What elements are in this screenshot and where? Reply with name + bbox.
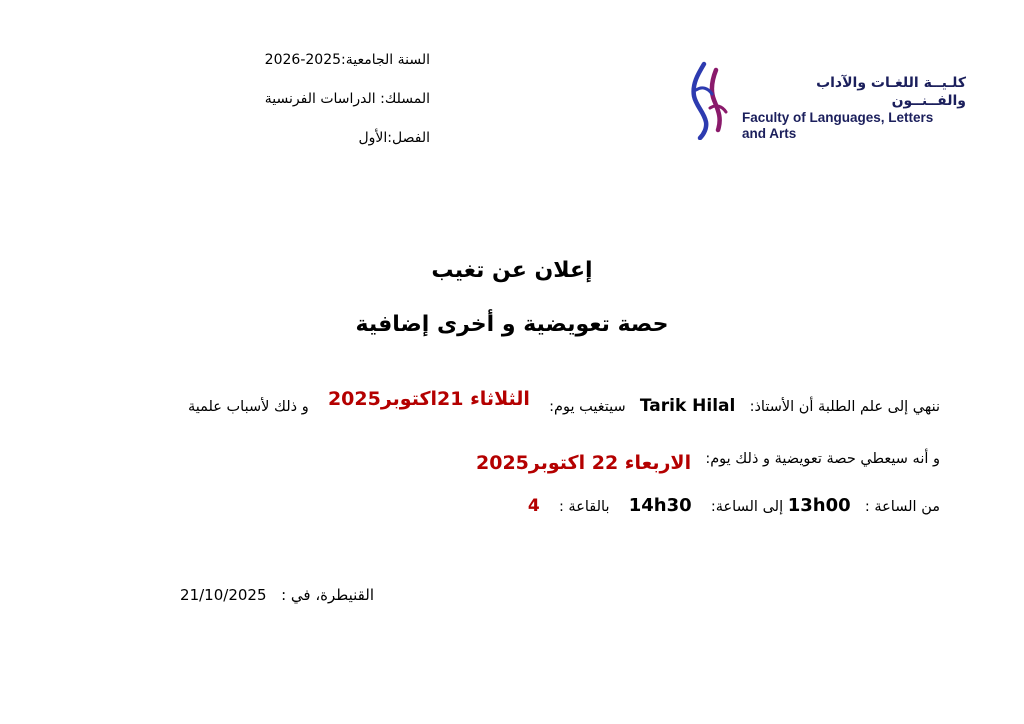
faculty-name-english-2: and Arts [742,126,797,141]
room-number: 4 [527,496,540,516]
absent-day-label: سيتغيب يوم: [549,399,626,415]
header-info [230,50,430,167]
makeup-date: الاربعاء 22 اكتوبر2025 [476,452,692,474]
professor-name: Tarik Hilal [639,396,736,416]
makeup-text: و أنه سيعطي حصة تعويضية و ذلك يوم: [705,451,940,467]
track: المسلك: الدراسات الفرنسية [264,91,430,107]
announcement-subtitle: حصة تعويضية و أخرى إضافية [355,312,669,337]
faculty-emblem-icon [688,60,732,140]
from-time: 13h00 [787,495,851,516]
academic-year: السنة الجامعية:2025-2026 [264,52,430,68]
faculty-name [742,74,978,142]
room-label: بالقاعة : [558,499,610,515]
announcement-title: إعلان عن تغيب [431,258,593,283]
faculty-name-arabic: كلـيــة اللغـات والآداب والفــنــون [816,75,966,109]
faculty-name-english-1: Faculty of Languages, Letters [742,110,934,125]
place-date [180,586,374,604]
semester: الفصل:الأول [358,130,430,146]
absent-date: الثلاثاء 21اكتوبر2025 [327,388,530,410]
faculty-logo [688,60,978,140]
date: 21/10/2025 [180,586,267,604]
intro-text: ننهي إلى علم الطلبة أن الأستاذ: [749,399,940,415]
absence-reason: و ذلك لأسباب علمية [187,399,309,415]
announcement-line-1 [187,388,940,416]
to-time: 14h30 [628,495,692,516]
announcement-line-3 [528,495,940,516]
to-label: إلى الساعة: [710,499,784,515]
place: القنيطرة، في : [281,586,374,604]
from-label: من الساعة : [864,499,940,515]
announcement-line-2 [476,446,940,474]
